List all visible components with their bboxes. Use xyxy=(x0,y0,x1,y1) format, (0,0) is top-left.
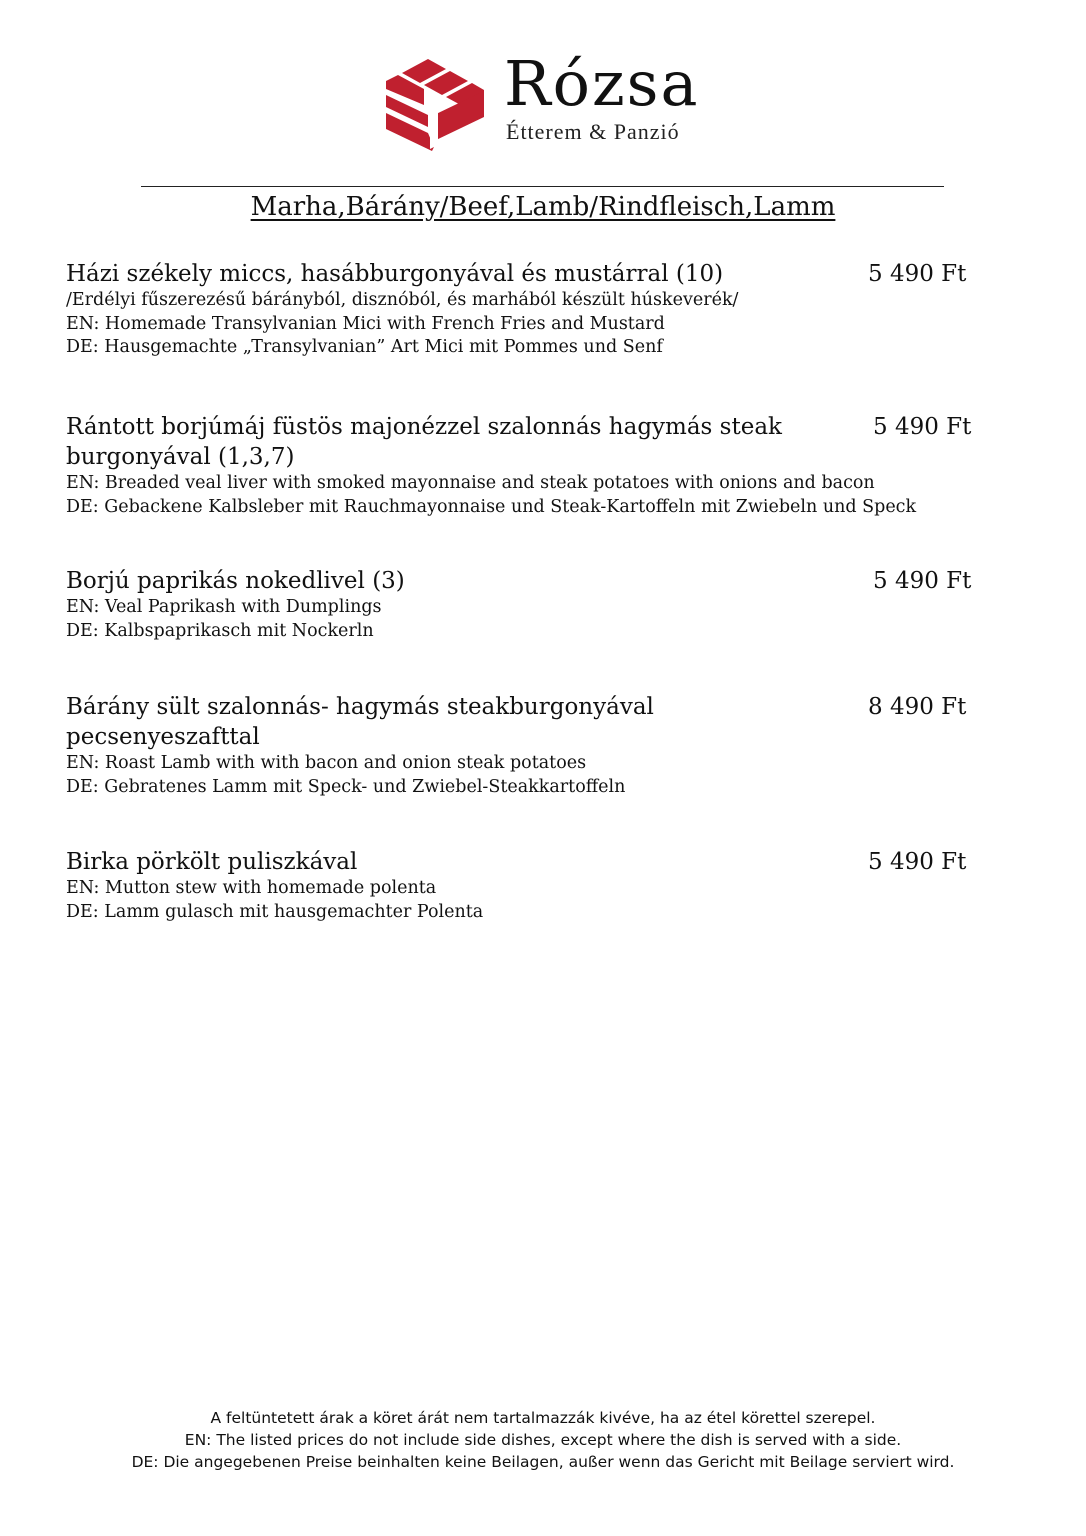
disclaimer-hungarian: A feltüntetett árak a köret árát nem tartalmazzák kivéve, ha az étel körettel szerepel. xyxy=(210,1409,876,1427)
dish-name: Rántott borjúmáj füstös majonézzel szalonnás hagymás steak burgonyával (1,3,7) xyxy=(66,414,782,470)
dish-german: DE: Hausgemachte „Transylvanian” Art Mici mit Pommes und Senf xyxy=(66,337,663,357)
dish-price: 8 490 Ft xyxy=(868,694,967,720)
menu-item xyxy=(66,566,1026,643)
dish-german: DE: Gebratenes Lamm mit Speck- und Zwiebel-Steakkartoffeln xyxy=(66,776,626,797)
dish-german: DE: Lamm gulasch mit hausgemachter Polenta xyxy=(66,901,484,922)
dish-price: 5 490 Ft xyxy=(868,261,967,287)
price-disclaimer xyxy=(0,1407,1086,1473)
dish-english: EN: Veal Paprikash with Dumplings xyxy=(66,597,382,617)
menu-item xyxy=(66,847,1026,924)
restaurant-logo xyxy=(384,47,714,155)
menu-item xyxy=(66,259,1026,360)
section-title: Marha,Bárány/Beef,Lamb/Rindfleisch,Lamm xyxy=(250,192,836,222)
brand-subtitle: Étterem & Panzió xyxy=(506,119,680,144)
dish-name: Birka pörkölt puliszkával xyxy=(66,849,358,875)
dish-description: /Erdélyi fűszerezésű bárányból, disznóból, és marhából készült húskeverék/ xyxy=(66,290,739,310)
disclaimer-german: DE: Die angegebenen Preise beinhalten keine Beilagen, außer wenn das Gericht mit Beilage serviert wird. xyxy=(131,1453,955,1471)
dish-price: 5 490 Ft xyxy=(868,849,967,875)
dish-name: Házi székely miccs, hasábburgonyával és mustárral (10) xyxy=(66,261,724,287)
dish-name: Bárány sült szalonnás- hagymás steakburgonyával pecsenyeszafttal xyxy=(66,694,654,750)
dish-name: Borjú paprikás nokedlivel (3) xyxy=(66,568,405,594)
menu-item xyxy=(66,412,1026,519)
menu-item xyxy=(66,692,1026,799)
dish-price: 5 490 Ft xyxy=(873,568,972,594)
dish-english: EN: Mutton stew with homemade polenta xyxy=(66,878,437,898)
disclaimer-english: EN: The listed prices do not include side dishes, except where the dish is served with a side. xyxy=(184,1431,902,1449)
dish-english: EN: Homemade Transylvanian Mici with French Fries and Mustard xyxy=(66,313,665,334)
header-divider xyxy=(141,186,944,187)
rose-cube-logo-icon xyxy=(384,55,486,153)
dish-english: EN: Roast Lamb with with bacon and onion steak potatoes xyxy=(66,753,587,773)
dish-german: DE: Kalbspaprikasch mit Nockerln xyxy=(66,620,374,641)
dish-german: DE: Gebackene Kalbsleber mit Rauchmayonnaise und Steak-Kartoffeln mit Zwiebeln und Speck xyxy=(66,496,917,517)
dish-price: 5 490 Ft xyxy=(873,414,972,440)
brand-name: Rózsa xyxy=(504,47,700,120)
dish-english: EN: Breaded veal liver with smoked mayonnaise and steak potatoes with onions and bacon xyxy=(66,473,875,493)
